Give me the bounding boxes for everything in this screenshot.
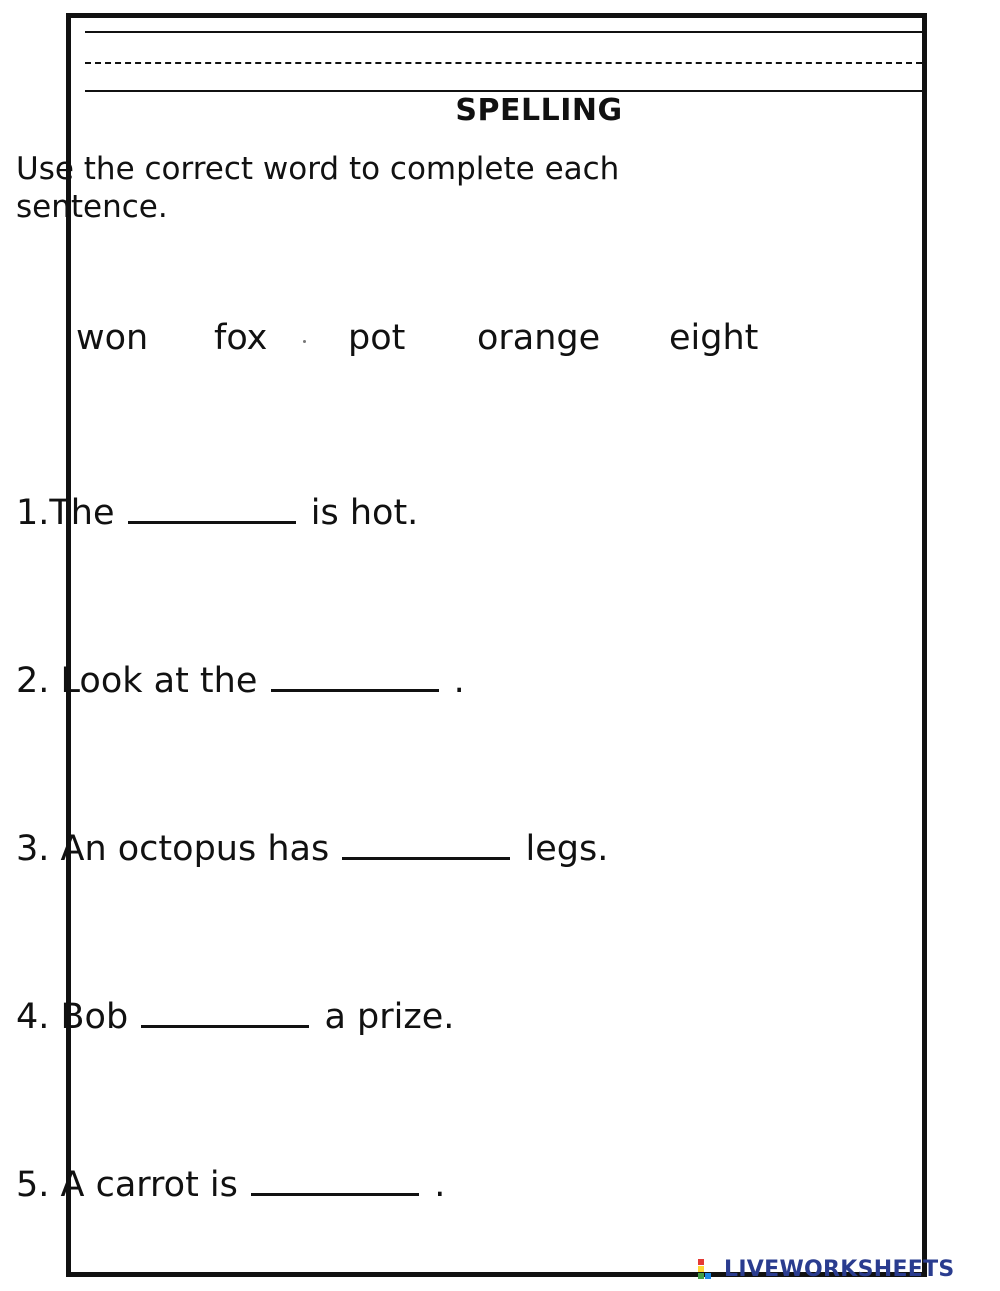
liveworksheets-watermark [698,1255,994,1285]
watermark-text: LIVEWORKSHEETS [724,1257,955,1282]
word-bank-item: orange [477,318,601,358]
question-text-after: is hot. [310,493,419,533]
word-bank-item: eight [669,318,759,358]
question-text-after: . [453,661,465,701]
question-4 [16,990,454,1037]
liveworksheets-logo-icon [698,1259,722,1283]
question-1 [16,486,418,533]
question-text-after: a prize. [324,997,455,1037]
question-text-before: 3. An octopus has [16,829,330,869]
answer-blank[interactable] [251,1158,419,1196]
answer-blank[interactable] [342,822,510,860]
question-text-before: 2. Look at the [16,661,258,701]
question-5 [16,1158,445,1205]
question-text-after: legs. [525,829,609,869]
instructions-text: Use the correct word to complete each sentence. [16,151,620,225]
question-text-before: 4. Bob [16,997,129,1037]
word-bank [76,318,796,368]
word-bank-item: fox [214,318,268,358]
handwriting-baseline [85,90,922,92]
stray-dot [303,340,306,343]
handwriting-top-line [85,31,922,33]
question-text-before: 1.The [16,493,115,533]
answer-blank[interactable] [128,486,296,524]
question-text-after: . [434,1165,446,1205]
answer-blank[interactable] [271,654,439,692]
question-3 [16,822,608,869]
answer-blank[interactable] [141,990,309,1028]
handwriting-dashed-midline [85,62,922,64]
question-text-before: 5. A carrot is [16,1165,238,1205]
worksheet-title: SPELLING [455,93,623,128]
word-bank-item: won [76,318,149,358]
word-bank-item: pot [348,318,406,358]
question-2 [16,654,465,701]
